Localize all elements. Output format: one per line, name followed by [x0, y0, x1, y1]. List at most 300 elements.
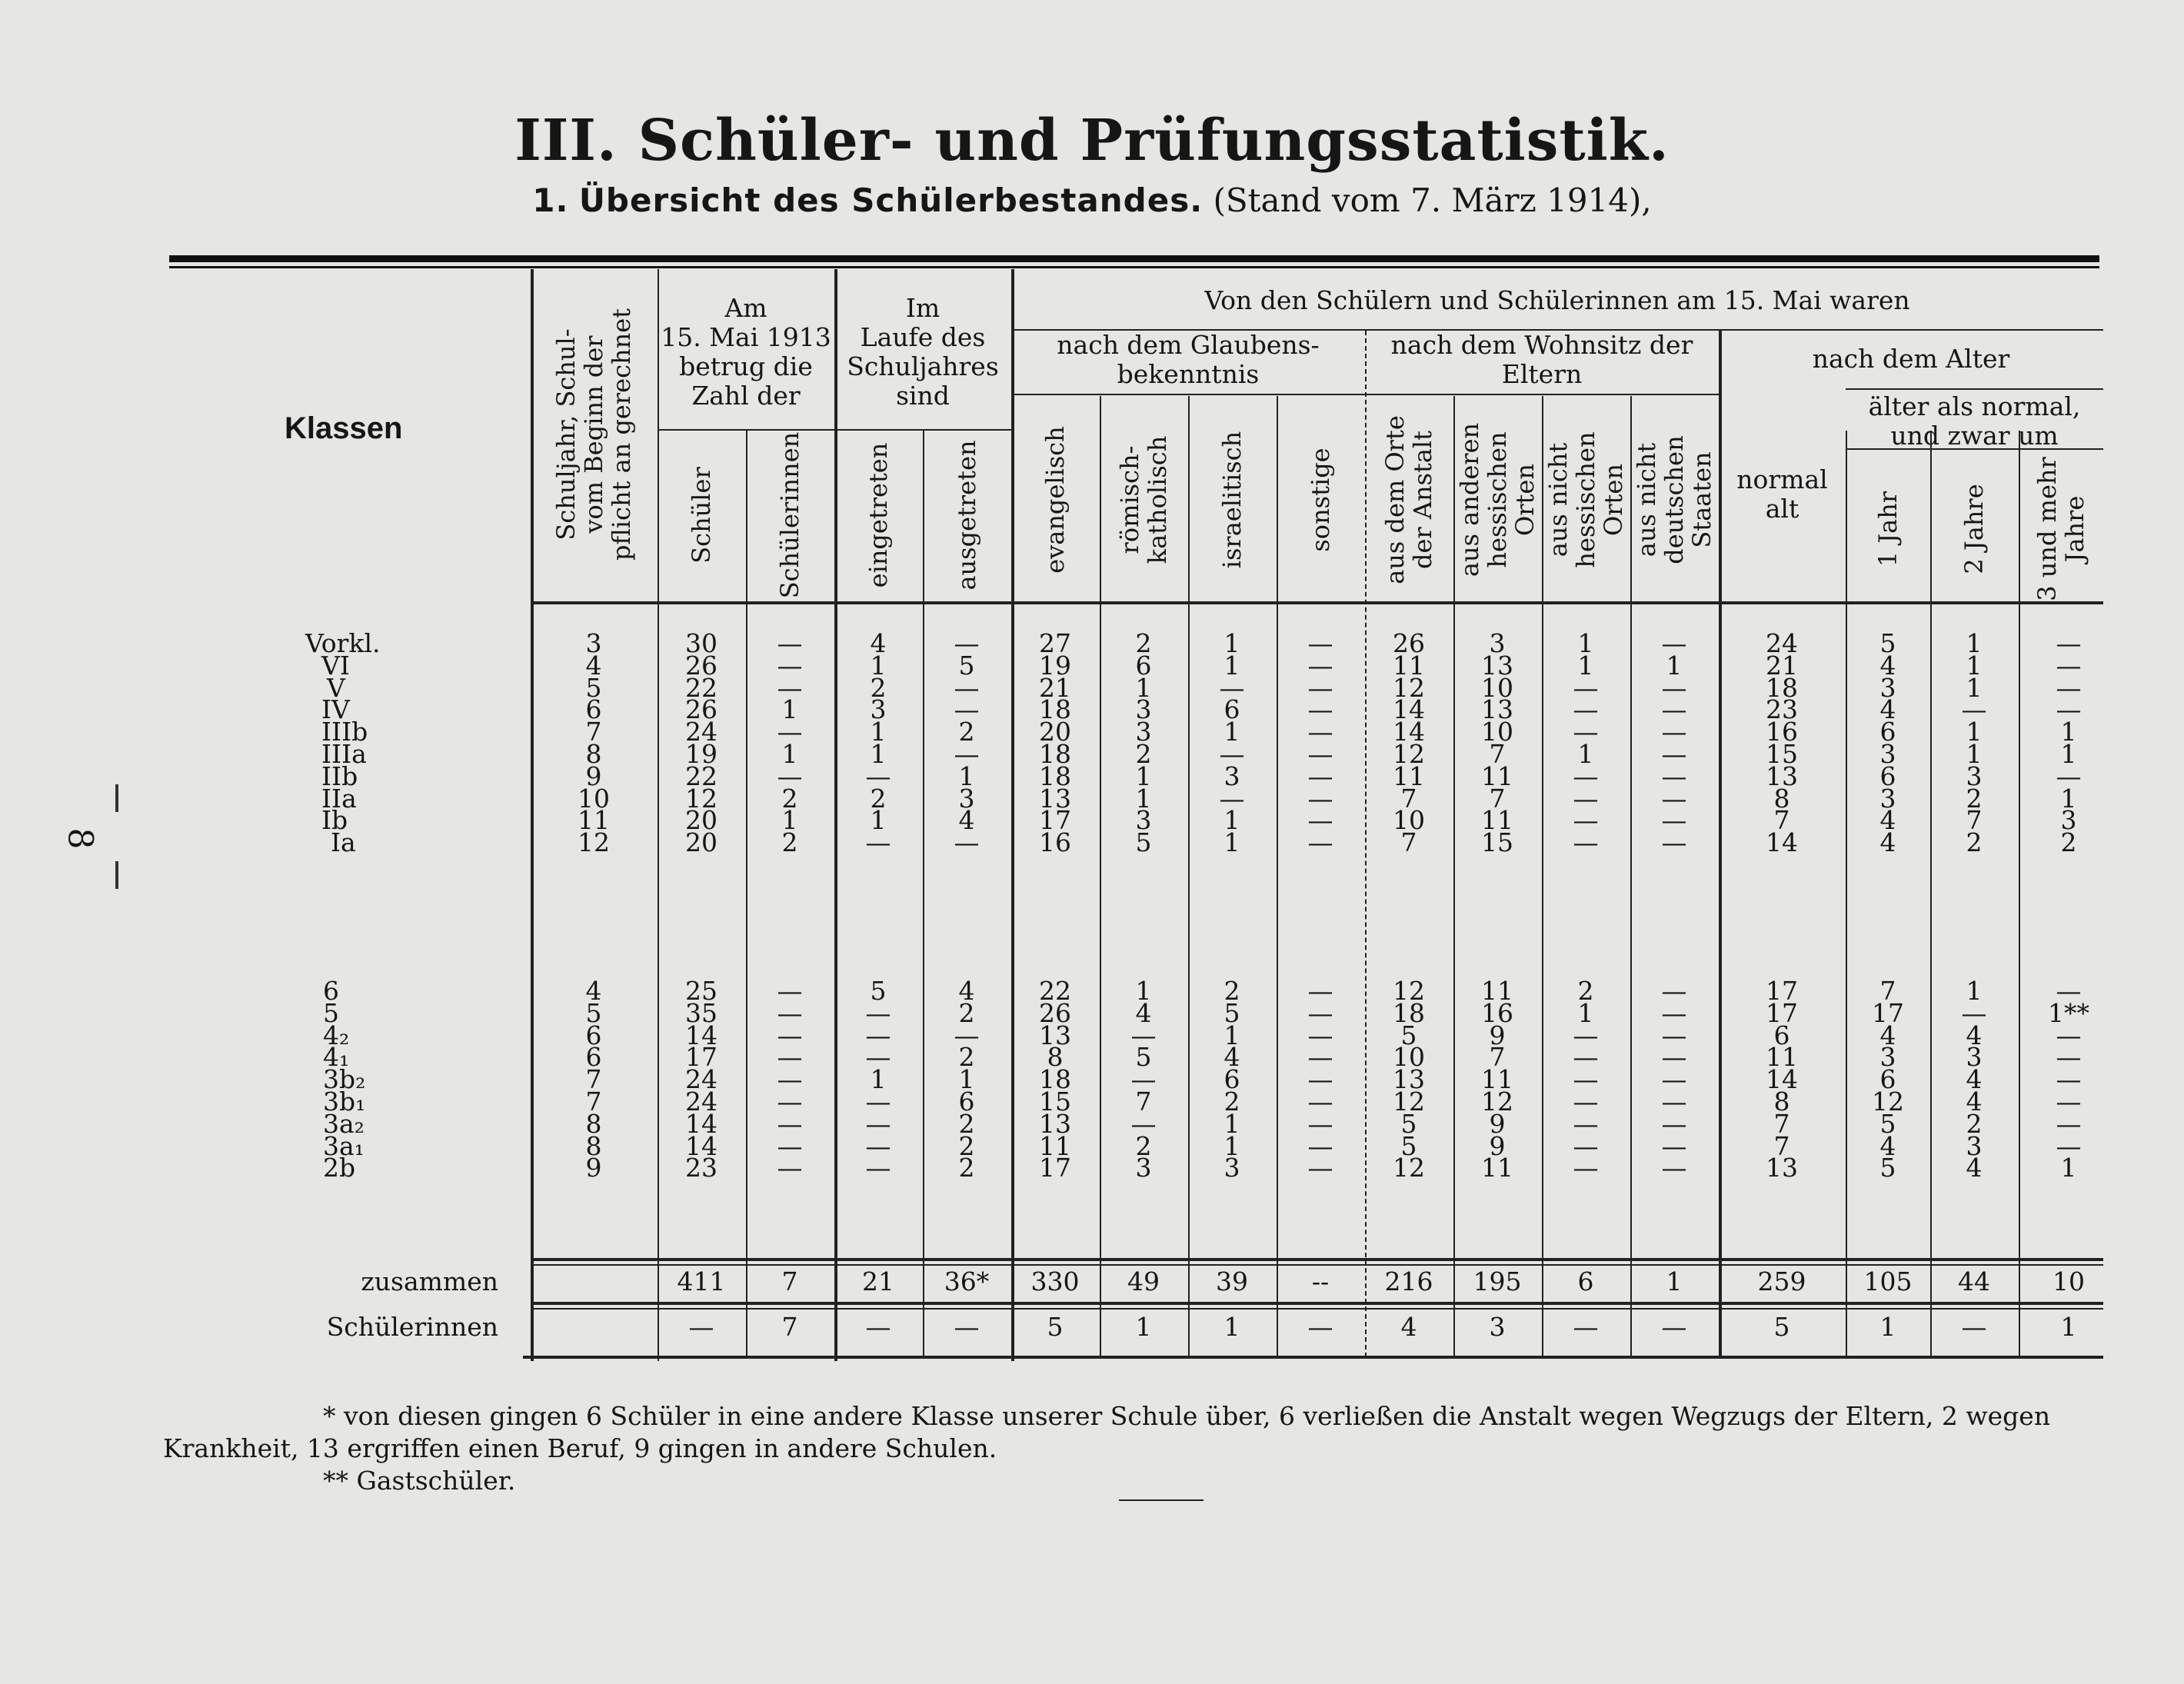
header-am-1913: Am 15. Mai 1913 betrug die Zahl der	[661, 293, 831, 411]
table-cell: 3	[1879, 1042, 1896, 1072]
table-cell: —	[1307, 805, 1333, 835]
table-cell: —	[1573, 805, 1599, 835]
table-cell: 3	[1135, 717, 1152, 747]
table-cell: —	[1661, 1153, 1687, 1183]
table-cell: 2	[958, 1153, 975, 1183]
row-label: 3b₁	[323, 1087, 366, 1117]
table-cell: 7	[1966, 805, 1983, 835]
total-bottom-rule	[531, 1302, 2103, 1305]
table-cell: 1	[1224, 1131, 1240, 1161]
row-label: 4₂	[323, 1020, 350, 1050]
table-cell: 2	[1135, 739, 1152, 769]
table-cell: —	[2056, 1064, 2082, 1094]
table-cell: —	[2056, 1131, 2082, 1161]
table-cell: 2	[958, 998, 975, 1028]
table-cell: —	[1961, 1312, 1987, 1342]
table-cell: 5	[1135, 827, 1152, 857]
table-cell: 7	[781, 1266, 798, 1296]
table-cell: 9	[585, 761, 602, 791]
table-cell: —	[777, 1153, 803, 1183]
table-cell: —	[1661, 784, 1687, 814]
table-cell: 23	[685, 1153, 717, 1183]
table-cell: 44	[1958, 1266, 1990, 1296]
table-cell: 2	[1224, 976, 1240, 1006]
col-divider	[923, 431, 924, 1357]
table-cell: —	[1573, 1153, 1599, 1183]
table-cell: 23	[1766, 694, 1798, 724]
header-roemisch: römisch- katholisch	[1115, 435, 1172, 564]
table-cell: 49	[1127, 1266, 1160, 1296]
table-cell: 1	[1966, 628, 1983, 658]
table-cell: 4	[958, 976, 975, 1006]
header-von-den: Von den Schülern und Schülerinnen am 15. Mai waren	[1204, 285, 1910, 315]
table-cell: —	[865, 1153, 891, 1183]
table-cell: —	[777, 717, 803, 747]
table-cell: 1	[1224, 1109, 1240, 1139]
table-cell: 1	[1879, 1312, 1896, 1342]
table-cell: 7	[1879, 976, 1896, 1006]
table-cell: —	[954, 694, 980, 724]
table-cell: 13	[1039, 1109, 1071, 1139]
table-cell: 5	[870, 976, 887, 1006]
table-cell: —	[1573, 673, 1599, 703]
table-cell: 1	[2060, 784, 2077, 814]
table-cell: 13	[1393, 1064, 1425, 1094]
table-cell: 10	[2052, 1266, 2085, 1296]
table-cell: 5	[1879, 628, 1896, 658]
header-im-laufe: Im Laufe des Schuljahres sind	[847, 293, 999, 411]
table-row	[0, 827, 2184, 857]
table-cell: —	[1130, 1064, 1157, 1094]
table-cell: 1	[1577, 651, 1594, 681]
header-rule	[658, 429, 1011, 431]
table-cell: 1	[2060, 1153, 2077, 1183]
table-cell: 14	[685, 1131, 717, 1161]
table-cell: 4	[870, 628, 887, 658]
table-cell: 1	[870, 739, 887, 769]
row-label: 3a₂	[323, 1109, 365, 1139]
table-cell: 1	[870, 805, 887, 835]
table-cell: 2	[781, 827, 798, 857]
table-cell: 2	[781, 784, 798, 814]
table-cell: —	[1661, 1087, 1687, 1117]
subtitle-number: 1.	[532, 181, 569, 219]
header-3-jahre: 3 und mehr Jahre	[2033, 457, 2089, 601]
table-cell: 1	[1966, 717, 1983, 747]
table-cell: —	[865, 1109, 891, 1139]
footnote-star-line1: * von diesen gingen 6 Schüler in eine andere Klasse unserer Schule über, 6 verließen die Anstalt wegen Wegzugs der Eltern, 2 wegen	[323, 1401, 2051, 1431]
table-cell: 11	[1481, 1064, 1513, 1094]
table-cell: 1	[781, 739, 798, 769]
table-cell: —	[2056, 673, 2082, 703]
table-cell: —	[1661, 739, 1687, 769]
header-schueler: Schüler	[687, 467, 716, 564]
table-cell: 1	[1224, 651, 1240, 681]
table-cell: 8	[585, 739, 602, 769]
table-cell: 7	[1489, 1042, 1506, 1072]
table-cell: 14	[1766, 1064, 1798, 1094]
table-cell: 5	[1773, 1312, 1790, 1342]
table-cell: 1	[870, 651, 887, 681]
table-cell: 11	[1481, 805, 1513, 835]
table-cell: 411	[677, 1266, 726, 1296]
table-cell: —	[777, 1109, 803, 1139]
header-eingetreten: eingetreten	[864, 442, 893, 588]
row-label: 2b	[323, 1153, 356, 1183]
table-cell: 13	[1766, 1153, 1798, 1183]
table-cell: 3	[1966, 1042, 1983, 1072]
page-subtitle	[0, 181, 2184, 219]
table-cell: 19	[685, 739, 717, 769]
table-cell: 9	[1489, 1020, 1506, 1050]
table-cell: 2	[1966, 1109, 1983, 1139]
table-cell: 5	[1879, 1153, 1896, 1183]
table-cell: —	[1573, 784, 1599, 814]
table-cell: —	[1307, 998, 1333, 1028]
table-cell: 2	[958, 1131, 975, 1161]
table-cell: 9	[1489, 1109, 1506, 1139]
table-cell: —	[954, 673, 980, 703]
table-cell: 10	[1481, 673, 1513, 703]
table-cell: 7	[1400, 827, 1417, 857]
header-israelitisch: israelitisch	[1217, 431, 1247, 569]
table-cell: 15	[1766, 739, 1798, 769]
table-cell: 16	[1039, 827, 1071, 857]
table-cell: —	[1661, 717, 1687, 747]
table-cell: 3	[1879, 673, 1896, 703]
table-cell: —	[777, 628, 803, 658]
header-ausgetreten: ausgetreten	[952, 440, 981, 591]
table-cell: —	[1573, 1312, 1599, 1342]
col-divider	[1277, 396, 1278, 1357]
table-cell: 13	[1766, 761, 1798, 791]
table-cell: 10	[1481, 717, 1513, 747]
table-cell: 6	[585, 694, 602, 724]
table-row	[0, 1155, 2184, 1181]
total-top-rule	[531, 1258, 2103, 1261]
table-cell: 21	[1766, 651, 1798, 681]
table-cell: 17	[1039, 805, 1071, 835]
table-cell: —	[1130, 1020, 1157, 1050]
table-cell: 1	[2060, 717, 2077, 747]
table-cell: 330	[1030, 1266, 1080, 1296]
table-cell: 18	[1039, 694, 1071, 724]
table-cell: 6	[1135, 651, 1152, 681]
table-cell: 8	[585, 1109, 602, 1139]
row-label: 3b₂	[323, 1064, 366, 1094]
col-divider	[1930, 431, 1932, 1357]
table-cell: —	[865, 1042, 891, 1072]
table-cell: 14	[1393, 717, 1425, 747]
table-cell: —	[777, 673, 803, 703]
table-cell: 7	[585, 717, 602, 747]
table-cell: —	[865, 1087, 891, 1117]
table-cell: 4	[1966, 1153, 1983, 1183]
table-cell: 1	[1224, 1312, 1240, 1342]
table-top-rule-thin	[169, 266, 2099, 268]
table-cell: —	[1661, 827, 1687, 857]
table-cell: —	[1661, 1131, 1687, 1161]
table-cell: —	[1661, 694, 1687, 724]
table-cell: 1	[1966, 976, 1983, 1006]
table-cell: 18	[1039, 1064, 1071, 1094]
table-cell: 17	[1766, 998, 1798, 1028]
table-cell: 4	[1966, 1064, 1983, 1094]
table-cell: —	[1573, 827, 1599, 857]
table-cell: 6	[1879, 717, 1896, 747]
table-cell: —	[1307, 827, 1333, 857]
header-rule	[1011, 394, 1719, 395]
table-cell: 2	[958, 1109, 975, 1139]
table-cell: —	[1573, 1020, 1599, 1050]
total-top-rule-thin	[531, 1264, 2103, 1266]
table-cell: —	[1661, 1109, 1687, 1139]
table-cell: 1	[1577, 739, 1594, 769]
table-cell: —	[1573, 1064, 1599, 1094]
table-cell: 5	[1400, 1020, 1417, 1050]
table-cell: 1	[1966, 739, 1983, 769]
table-cell: 5	[1224, 998, 1240, 1028]
table-cell: 4	[958, 805, 975, 835]
table-cell: 7	[1773, 805, 1790, 835]
table-cell: 3	[2060, 805, 2077, 835]
table-cell: —	[1573, 717, 1599, 747]
table-cell: 2	[1966, 784, 1983, 814]
table-cell: —	[865, 827, 891, 857]
table-cell: —	[1307, 1131, 1333, 1161]
table-cell: —	[2056, 1109, 2082, 1139]
table-cell: 7	[1489, 739, 1506, 769]
table-cell: —	[777, 1087, 803, 1117]
table-cell: 17	[1872, 998, 1904, 1028]
table-cell: 4	[585, 976, 602, 1006]
table-cell: 11	[1393, 651, 1425, 681]
table-cell: 14	[1393, 694, 1425, 724]
table-cell: —	[1307, 761, 1333, 791]
table-cell: 1	[1666, 651, 1683, 681]
row-label: Schülerinnen	[326, 1312, 498, 1342]
table-cell: 11	[1766, 1042, 1798, 1072]
table-cell: 2	[1135, 1131, 1152, 1161]
table-row	[0, 1266, 2184, 1296]
table-cell: 4	[1966, 1020, 1983, 1050]
table-cell: 26	[1393, 628, 1425, 658]
table-cell: 24	[685, 1087, 717, 1117]
table-cell: 1	[1224, 827, 1240, 857]
col-divider	[2019, 431, 2020, 1357]
table-cell: 259	[1757, 1266, 1806, 1296]
table-cell: 6	[1879, 1064, 1896, 1094]
table-cell: 11	[1481, 761, 1513, 791]
table-cell: 18	[1393, 998, 1425, 1028]
table-cell: 10	[1393, 805, 1425, 835]
table-cell: 7	[1400, 784, 1417, 814]
table-cell: 9	[1489, 1131, 1506, 1161]
table-cell: 20	[1039, 717, 1071, 747]
table-cell: 7	[585, 1064, 602, 1094]
table-cell: —	[954, 739, 980, 769]
table-cell: 4	[1400, 1312, 1417, 1342]
header-glaubens: nach dem Glaubens- bekenntnis	[1057, 330, 1320, 389]
table-cell: 3	[1879, 739, 1896, 769]
table-cell: 20	[685, 827, 717, 857]
table-cell: —	[1307, 976, 1333, 1006]
table-cell: 11	[1481, 1153, 1513, 1183]
table-cell: 13	[1039, 1020, 1071, 1050]
table-cell: 3	[1489, 628, 1506, 658]
table-cell: 24	[1766, 628, 1798, 658]
table-cell: 3	[1489, 1312, 1506, 1342]
table-cell: —	[777, 1131, 803, 1161]
table-cell: 12	[1393, 739, 1425, 769]
table-cell: 7	[585, 1087, 602, 1117]
table-cell: 4	[1966, 1087, 1983, 1117]
table-cell: —	[1307, 1109, 1333, 1139]
table-cell: 5	[1047, 1312, 1064, 1342]
header-nicht-hessisch: aus nicht hessischen Orten	[1543, 431, 1628, 568]
table-cell: 1	[1224, 805, 1240, 835]
table-cell: 7	[1773, 1109, 1790, 1139]
table-cell: 5	[1400, 1109, 1417, 1139]
table-cell: —	[1307, 739, 1333, 769]
table-cell: 35	[685, 998, 717, 1028]
table-cell: 7	[1773, 1131, 1790, 1161]
table-cell: —	[1661, 1312, 1687, 1342]
table-cell: —	[777, 761, 803, 791]
table-cell: —	[1661, 1020, 1687, 1050]
table-cell: —	[865, 1131, 891, 1161]
table-cell: —	[1661, 976, 1687, 1006]
table-cell: 1	[870, 717, 887, 747]
header-sonstige: sonstige	[1306, 448, 1335, 552]
table-row	[0, 1314, 2184, 1340]
subtitle-stand: (Stand vom 7. März 1914),	[1213, 181, 1652, 219]
table-cell: —	[1661, 761, 1687, 791]
table-cell: —	[1219, 784, 1245, 814]
header-ort-anstalt: aus dem Orte der Anstalt	[1380, 415, 1437, 584]
table-cell: 3	[1966, 761, 1983, 791]
row-label: VI	[321, 651, 350, 681]
table-cell: 3	[585, 628, 602, 658]
table-cell: —	[2056, 976, 2082, 1006]
table-cell: —	[865, 761, 891, 791]
table-cell: 10	[1393, 1042, 1425, 1072]
header-wohnsitz: nach dem Wohnsitz der Eltern	[1390, 330, 1693, 389]
table-cell: 13	[1481, 651, 1513, 681]
header-hessische: aus anderen hessischen Orten	[1455, 422, 1540, 577]
table-cell: —	[1661, 1042, 1687, 1072]
table-cell: 1	[958, 761, 975, 791]
col-divider	[1188, 396, 1190, 1357]
table-cell: —	[1307, 1087, 1333, 1117]
table-cell: 1	[1135, 1312, 1152, 1342]
footnote-star-line2: Krankheit, 13 ergriffen einen Beruf, 9 gingen in andere Schulen.	[163, 1433, 997, 1463]
table-cell: 30	[685, 628, 717, 658]
table-cell: 1	[1577, 628, 1594, 658]
table-cell: 21	[1039, 673, 1071, 703]
table-cell: 2	[870, 784, 887, 814]
table-cell: —	[1573, 761, 1599, 791]
table-cell: 4	[1135, 998, 1152, 1028]
closing-rule	[1119, 1499, 1204, 1501]
table-cell: 3	[1135, 694, 1152, 724]
table-cell: —	[1307, 1020, 1333, 1050]
table-cell: —	[1307, 1153, 1333, 1183]
table-cell: —	[1307, 651, 1333, 681]
table-cell: —	[865, 998, 891, 1028]
page-number: 8	[60, 827, 100, 850]
table-cell: —	[777, 651, 803, 681]
table-cell: —	[1307, 784, 1333, 814]
table-cell: 5	[1400, 1131, 1417, 1161]
col-divider	[1100, 396, 1101, 1357]
row-label: V	[327, 673, 345, 703]
table-cell: 8	[1773, 784, 1790, 814]
header-schuelerinnen: Schülerinnen	[775, 431, 804, 599]
header-nicht-deutsch: aus nicht deutschen Staaten	[1632, 435, 1716, 564]
table-cell: 16	[1481, 998, 1513, 1028]
header-alter: nach dem Alter	[1812, 344, 2010, 374]
table-cell: —	[1661, 998, 1687, 1028]
row-label: 6	[323, 976, 339, 1006]
table-cell: 5	[585, 998, 602, 1028]
table-cell: 4	[585, 651, 602, 681]
table-cell: 1	[1577, 998, 1594, 1028]
table-cell: 1	[2060, 739, 2077, 769]
table-cell: 26	[685, 694, 717, 724]
table-cell: 2	[958, 717, 975, 747]
table-cell: 1	[781, 805, 798, 835]
table-cell: 14	[1766, 827, 1798, 857]
table-cell: --	[1311, 1266, 1330, 1296]
table-cell: —	[1573, 1109, 1599, 1139]
table-cell: 2	[1966, 827, 1983, 857]
table-cell: —	[1573, 1131, 1599, 1161]
table-cell: —	[954, 628, 980, 658]
table-cell: 2	[1577, 976, 1594, 1006]
table-cell: 14	[685, 1109, 717, 1139]
table-cell: 8	[1047, 1042, 1064, 1072]
header-2-jahre: 2 Jahre	[1959, 484, 1989, 574]
table-cell: 26	[1039, 998, 1071, 1028]
table-cell: —	[865, 1020, 891, 1050]
table-cell: 25	[685, 976, 717, 1006]
table-top-rule	[169, 255, 2099, 262]
table-cell: —	[1661, 805, 1687, 835]
table-cell: 11	[1481, 976, 1513, 1006]
table-cell: 5	[958, 651, 975, 681]
table-cell: 18	[1039, 761, 1071, 791]
table-bottom-rule	[523, 1356, 2103, 1359]
table-cell: 195	[1473, 1266, 1522, 1296]
table-cell: —	[1130, 1109, 1157, 1139]
table-cell: 1	[1224, 717, 1240, 747]
table-cell: 3	[1879, 784, 1896, 814]
page-number-rule-bottom	[115, 861, 118, 889]
table-cell: —	[2056, 651, 2082, 681]
table-cell: 5	[585, 673, 602, 703]
table-cell: —	[1573, 1087, 1599, 1117]
table-cell: 4	[1224, 1042, 1240, 1072]
table-cell: 1	[1135, 673, 1152, 703]
table-cell: 3	[1224, 1153, 1240, 1183]
header-bottom-rule	[531, 601, 2103, 604]
table-cell: 12	[578, 827, 610, 857]
table-cell: 6	[1224, 694, 1240, 724]
row-label: IIIa	[321, 739, 367, 769]
table-cell: 21	[862, 1266, 894, 1296]
table-cell: 6	[1773, 1020, 1790, 1050]
